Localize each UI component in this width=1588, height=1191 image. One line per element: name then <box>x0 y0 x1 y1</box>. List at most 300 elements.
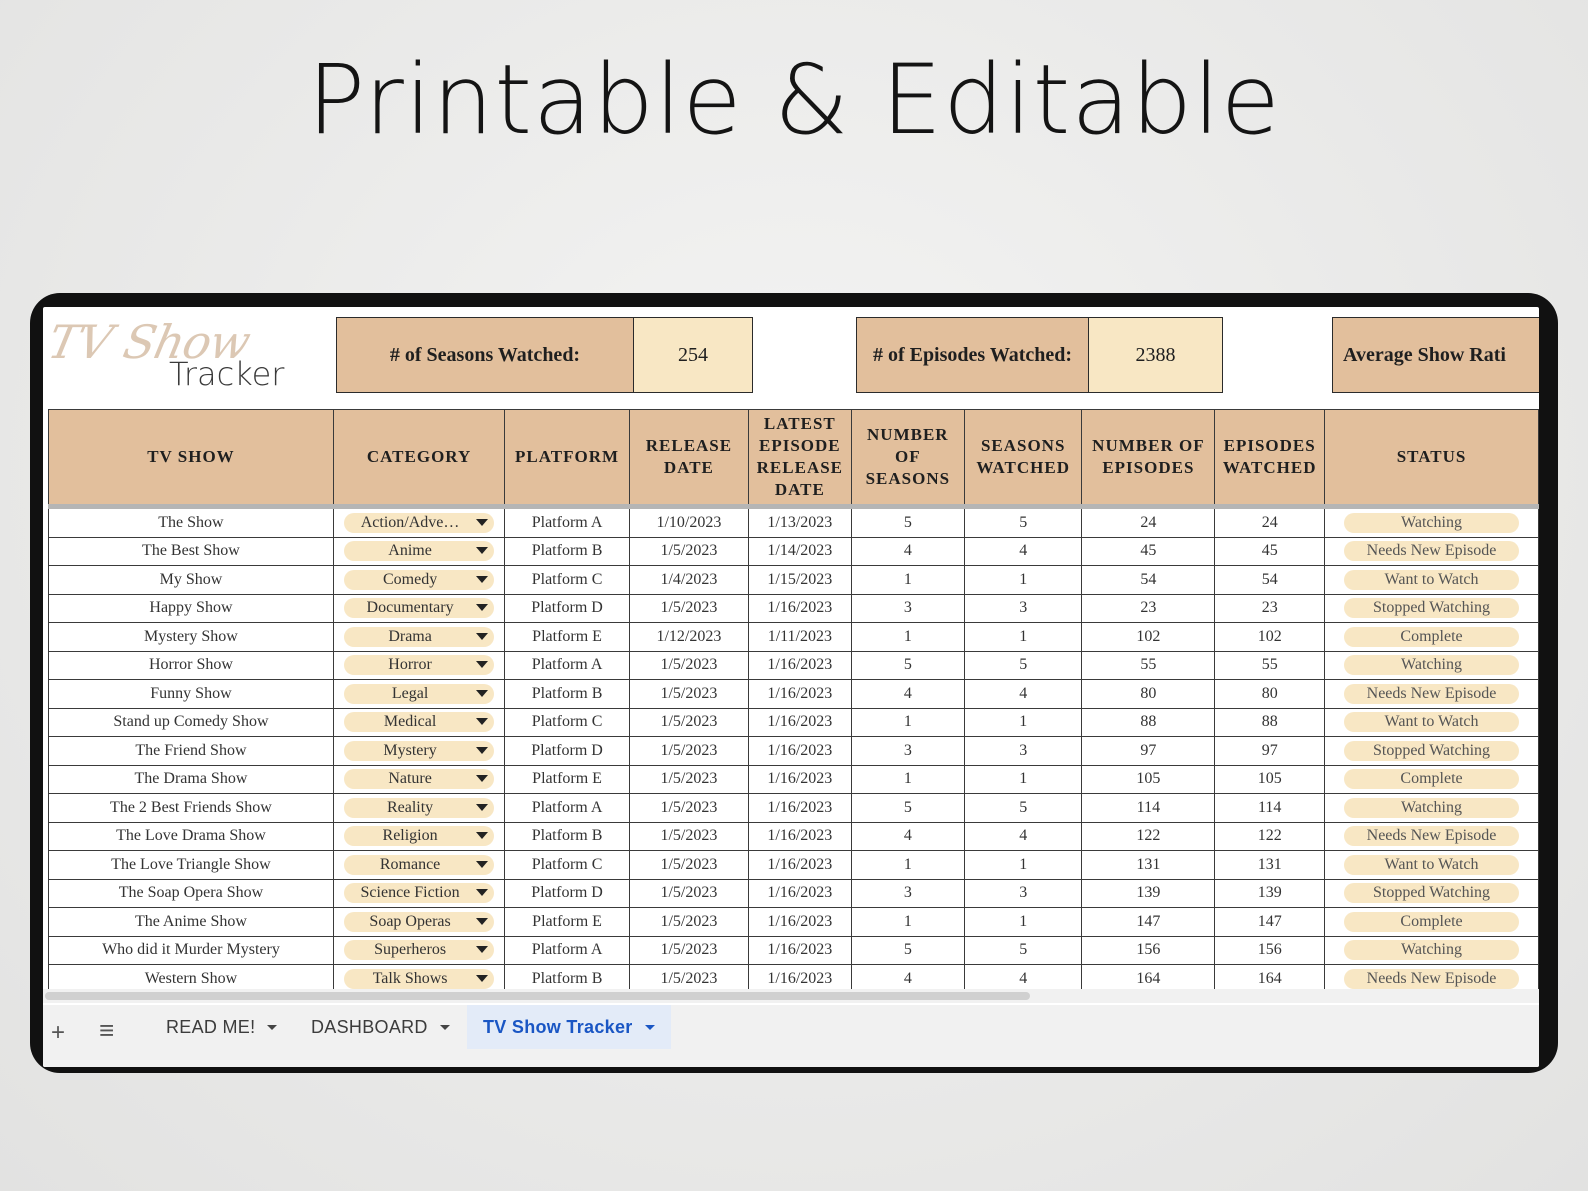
seasons-watched-cell[interactable] <box>964 765 1081 794</box>
col-latest-episode[interactable] <box>749 410 852 507</box>
number-of-episodes-cell[interactable] <box>1082 680 1215 709</box>
cell-value: 156 <box>1136 941 1161 959</box>
latest-episode-cell[interactable] <box>749 822 852 851</box>
release-date-cell[interactable] <box>629 737 748 766</box>
col-tv-show-label: TV SHOW <box>147 447 235 466</box>
tv-show-cell[interactable] <box>49 879 334 908</box>
release-date-cell[interactable] <box>629 794 748 823</box>
platform-cell[interactable] <box>505 908 630 937</box>
category-dropdown[interactable] <box>344 513 494 533</box>
tv-show-cell[interactable] <box>49 623 334 652</box>
latest-episode-cell[interactable] <box>749 594 852 623</box>
cell-value: 3 <box>903 599 912 617</box>
number-of-episodes-cell[interactable] <box>1082 879 1215 908</box>
number-of-episodes-cell[interactable] <box>1082 851 1215 880</box>
category-dropdown[interactable] <box>344 769 494 789</box>
col-episodes-watched-line: WATCHED <box>1222 458 1317 477</box>
status-cell[interactable] <box>1325 708 1539 737</box>
status-cell[interactable] <box>1325 765 1539 794</box>
cell-value: Who did it Murder Mystery <box>102 941 280 959</box>
status-cell[interactable] <box>1325 851 1539 880</box>
tv-show-cell[interactable] <box>49 737 334 766</box>
episodes-watched-cell[interactable] <box>1215 566 1325 595</box>
add-sheet-icon[interactable]: + <box>51 1019 66 1046</box>
category-value: Science Fiction <box>360 884 460 902</box>
number-of-seasons-cell[interactable] <box>851 851 964 880</box>
number-of-seasons-cell[interactable] <box>851 794 964 823</box>
col-status[interactable] <box>1325 410 1539 507</box>
number-of-seasons-cell[interactable] <box>851 623 964 652</box>
category-cell[interactable] <box>333 936 504 965</box>
cell-value: Platform E <box>532 627 602 645</box>
category-dropdown[interactable] <box>344 598 494 618</box>
tv-show-cell[interactable] <box>49 936 334 965</box>
cell-value: 24 <box>1140 513 1157 531</box>
category-value: Talk Shows <box>372 969 448 987</box>
cell-value: Horror Show <box>148 656 233 674</box>
platform-cell[interactable] <box>505 680 630 709</box>
dropdown-arrow-icon[interactable] <box>476 775 488 782</box>
episodes-watched-cell[interactable] <box>1215 822 1325 851</box>
dropdown-arrow-icon[interactable] <box>476 519 488 526</box>
platform-cell[interactable] <box>505 566 630 595</box>
number-of-seasons-cell[interactable] <box>851 708 964 737</box>
scrollbar-thumb[interactable] <box>45 992 1030 1000</box>
cell-value: Platform D <box>531 599 603 617</box>
cell-value: Platform B <box>531 969 603 987</box>
latest-episode-cell[interactable] <box>749 851 852 880</box>
episodes-watched-cell[interactable] <box>1215 651 1325 680</box>
dropdown-arrow-icon[interactable] <box>476 690 488 697</box>
number-of-episodes-cell[interactable] <box>1082 794 1215 823</box>
cell-value: 4 <box>903 969 912 987</box>
cell-value: 5 <box>1019 941 1028 959</box>
status-chip[interactable]: Watching <box>1344 655 1519 675</box>
category-cell[interactable] <box>333 623 504 652</box>
col-status-label: STATUS <box>1396 447 1467 466</box>
dropdown-arrow-icon[interactable] <box>476 975 488 982</box>
release-date-cell[interactable] <box>629 879 748 908</box>
cell-value: 3 <box>1019 884 1028 902</box>
tv-show-cell[interactable] <box>49 594 334 623</box>
col-number-of-episodes[interactable] <box>1082 410 1215 507</box>
seasons-watched-cell[interactable] <box>964 794 1081 823</box>
tv-show-cell[interactable] <box>49 765 334 794</box>
episodes-watched-cell[interactable] <box>1215 737 1325 766</box>
cell-value: 1/5/2023 <box>660 912 718 930</box>
status-cell[interactable] <box>1325 651 1539 680</box>
category-dropdown[interactable] <box>344 940 494 960</box>
status-chip[interactable]: Complete <box>1344 627 1519 647</box>
status-cell[interactable] <box>1325 623 1539 652</box>
col-category[interactable] <box>333 410 504 507</box>
dropdown-arrow-icon[interactable] <box>476 804 488 811</box>
category-dropdown[interactable] <box>344 741 494 761</box>
number-of-episodes-cell[interactable] <box>1082 765 1215 794</box>
category-cell[interactable] <box>333 851 504 880</box>
col-release-date[interactable] <box>629 410 748 507</box>
dropdown-arrow-icon[interactable] <box>476 718 488 725</box>
platform-cell[interactable] <box>505 765 630 794</box>
number-of-episodes-cell[interactable] <box>1082 507 1215 538</box>
cell-value: Mystery Show <box>144 627 238 645</box>
status-chip[interactable]: Needs New Episode <box>1344 541 1519 561</box>
platform-cell[interactable] <box>505 879 630 908</box>
seasons-watched-cell[interactable] <box>964 879 1081 908</box>
status-cell[interactable] <box>1325 737 1539 766</box>
status-chip[interactable]: Complete <box>1344 912 1519 932</box>
release-date-cell[interactable] <box>629 708 748 737</box>
category-dropdown[interactable] <box>344 541 494 561</box>
cell-value: 23 <box>1140 599 1157 617</box>
status-chip[interactable]: Needs New Episode <box>1344 969 1519 989</box>
cell-value: 5 <box>903 798 912 816</box>
cell-value: 4 <box>903 542 912 560</box>
status-chip[interactable]: Needs New Episode <box>1344 684 1519 704</box>
col-platform[interactable] <box>505 410 630 507</box>
status-chip[interactable]: Want to Watch <box>1344 855 1519 875</box>
number-of-episodes-cell[interactable] <box>1082 936 1215 965</box>
release-date-cell[interactable] <box>629 594 748 623</box>
status-cell[interactable] <box>1325 908 1539 937</box>
col-platform-label: PLATFORM <box>515 447 620 466</box>
cell-value: 5 <box>903 656 912 674</box>
cell-value: Platform A <box>531 656 603 674</box>
category-cell[interactable] <box>333 507 504 538</box>
number-of-seasons-cell[interactable] <box>851 566 964 595</box>
chevron-down-icon <box>440 1025 450 1030</box>
cell-value: 1/14/2023 <box>767 542 833 560</box>
tv-show-cell[interactable] <box>49 537 334 566</box>
category-cell[interactable] <box>333 708 504 737</box>
number-of-episodes-cell[interactable] <box>1082 737 1215 766</box>
category-cell[interactable] <box>333 794 504 823</box>
category-value: Reality <box>386 798 434 816</box>
platform-cell[interactable] <box>505 737 630 766</box>
dropdown-arrow-icon[interactable] <box>476 946 488 953</box>
status-cell[interactable] <box>1325 594 1539 623</box>
headline: Printable & Editable <box>307 44 1281 156</box>
episodes-watched-cell[interactable] <box>1215 623 1325 652</box>
category-dropdown[interactable] <box>344 969 494 989</box>
category-cell[interactable] <box>333 594 504 623</box>
status-cell[interactable] <box>1325 879 1539 908</box>
platform-cell[interactable] <box>505 708 630 737</box>
number-of-seasons-cell[interactable] <box>851 936 964 965</box>
col-number-of-seasons[interactable] <box>851 410 964 507</box>
release-date-cell[interactable] <box>629 822 748 851</box>
status-chip[interactable]: Want to Watch <box>1344 712 1519 732</box>
latest-episode-cell[interactable] <box>749 507 852 538</box>
release-date-cell[interactable] <box>629 936 748 965</box>
episodes-watched-cell[interactable] <box>1215 708 1325 737</box>
tv-show-cell[interactable] <box>49 708 334 737</box>
cell-value: 1/16/2023 <box>767 684 833 702</box>
latest-episode-cell[interactable] <box>749 794 852 823</box>
status-cell[interactable] <box>1325 566 1539 595</box>
col-latest-episode-line: RELEASE <box>756 458 844 477</box>
latest-episode-cell[interactable] <box>749 680 852 709</box>
tv-show-cell[interactable] <box>49 794 334 823</box>
platform-cell[interactable] <box>505 537 630 566</box>
dropdown-arrow-icon[interactable] <box>476 889 488 896</box>
platform-cell[interactable] <box>505 594 630 623</box>
latest-episode-cell[interactable] <box>749 537 852 566</box>
episodes-watched-value[interactable]: 2388 <box>1088 317 1223 393</box>
episodes-watched-cell[interactable] <box>1215 594 1325 623</box>
tab-tv-show-tracker[interactable] <box>467 1005 671 1049</box>
number-of-seasons-cell[interactable] <box>851 507 964 538</box>
cell-value: The Love Drama Show <box>116 827 266 845</box>
episodes-watched-cell[interactable] <box>1215 936 1325 965</box>
cell-value: 4 <box>903 684 912 702</box>
seasons-watched-cell[interactable] <box>964 537 1081 566</box>
seasons-watched-cell[interactable] <box>964 822 1081 851</box>
release-date-cell[interactable] <box>629 623 748 652</box>
number-of-episodes-cell[interactable] <box>1082 822 1215 851</box>
episodes-watched-cell[interactable] <box>1215 537 1325 566</box>
seasons-watched-cell[interactable] <box>964 566 1081 595</box>
number-of-seasons-cell[interactable] <box>851 765 964 794</box>
category-dropdown[interactable] <box>344 655 494 675</box>
category-cell[interactable] <box>333 651 504 680</box>
cell-value: 88 <box>1261 713 1278 731</box>
category-dropdown[interactable] <box>344 912 494 932</box>
release-date-cell[interactable] <box>629 566 748 595</box>
tv-show-cell[interactable] <box>49 680 334 709</box>
number-of-seasons-cell[interactable] <box>851 879 964 908</box>
episodes-watched-cell[interactable] <box>1215 680 1325 709</box>
category-value: Horror <box>388 656 432 674</box>
dropdown-arrow-icon[interactable] <box>476 747 488 754</box>
status-chip[interactable]: Watching <box>1344 940 1519 960</box>
cell-value: 1/5/2023 <box>660 827 718 845</box>
category-cell[interactable] <box>333 879 504 908</box>
number-of-seasons-cell[interactable] <box>851 594 964 623</box>
cell-value: Happy Show <box>149 599 233 617</box>
cell-value: 122 <box>1257 827 1282 845</box>
cell-value: 80 <box>1261 684 1278 702</box>
status-chip[interactable]: Watching <box>1344 513 1519 533</box>
col-category-label: CATEGORY <box>366 447 472 466</box>
dropdown-arrow-icon[interactable] <box>476 661 488 668</box>
dropdown-arrow-icon[interactable] <box>476 633 488 640</box>
number-of-episodes-cell[interactable] <box>1082 623 1215 652</box>
cell-value: Platform D <box>531 741 603 759</box>
all-sheets-menu-icon[interactable]: ≡ <box>99 1015 115 1045</box>
dropdown-arrow-icon[interactable] <box>476 832 488 839</box>
col-release-date-line: DATE <box>663 458 714 477</box>
cell-value: Platform C <box>531 855 603 873</box>
platform-cell[interactable] <box>505 851 630 880</box>
status-chip[interactable]: Complete <box>1344 769 1519 789</box>
table-row <box>49 822 1539 851</box>
platform-cell[interactable] <box>505 822 630 851</box>
category-dropdown[interactable] <box>344 855 494 875</box>
col-seasons-watched-line: WATCHED <box>976 458 1070 477</box>
horizontal-scrollbar[interactable] <box>43 989 1539 1003</box>
platform-cell[interactable] <box>505 936 630 965</box>
release-date-cell[interactable] <box>629 680 748 709</box>
cell-value: 1/5/2023 <box>660 599 718 617</box>
tv-show-cell[interactable] <box>49 566 334 595</box>
cell-value: 1/5/2023 <box>660 713 718 731</box>
category-cell[interactable] <box>333 908 504 937</box>
episodes-watched-cell[interactable] <box>1215 507 1325 538</box>
tv-show-cell[interactable] <box>49 851 334 880</box>
cell-value: 1/5/2023 <box>660 798 718 816</box>
status-chip[interactable]: Stopped Watching <box>1344 883 1519 903</box>
category-cell[interactable] <box>333 680 504 709</box>
cell-value: 1/5/2023 <box>660 741 718 759</box>
latest-episode-cell[interactable] <box>749 737 852 766</box>
platform-cell[interactable] <box>505 651 630 680</box>
dropdown-arrow-icon[interactable] <box>476 861 488 868</box>
seasons-watched-cell[interactable] <box>964 651 1081 680</box>
number-of-episodes-cell[interactable] <box>1082 566 1215 595</box>
cell-value: 102 <box>1136 627 1161 645</box>
cell-value: 1/15/2023 <box>767 570 833 588</box>
status-chip[interactable]: Want to Watch <box>1344 570 1519 590</box>
seasons-watched-cell[interactable] <box>964 936 1081 965</box>
platform-cell[interactable] <box>505 623 630 652</box>
dropdown-arrow-icon[interactable] <box>476 604 488 611</box>
release-date-cell[interactable] <box>629 851 748 880</box>
category-value: Comedy <box>382 570 438 588</box>
number-of-episodes-cell[interactable] <box>1082 651 1215 680</box>
latest-episode-cell[interactable] <box>749 879 852 908</box>
seasons-watched-cell[interactable] <box>964 737 1081 766</box>
cell-value: Platform C <box>531 713 603 731</box>
category-value: Drama <box>388 627 432 645</box>
episodes-watched-cell[interactable] <box>1215 794 1325 823</box>
status-cell[interactable] <box>1325 794 1539 823</box>
cell-value: 1/16/2023 <box>767 741 833 759</box>
category-dropdown[interactable] <box>344 570 494 590</box>
seasons-watched-cell[interactable] <box>964 851 1081 880</box>
col-seasons-watched[interactable] <box>964 410 1081 507</box>
release-date-cell[interactable] <box>629 765 748 794</box>
number-of-seasons-cell[interactable] <box>851 737 964 766</box>
number-of-seasons-cell[interactable] <box>851 537 964 566</box>
seasons-watched-cell[interactable] <box>964 507 1081 538</box>
col-tv-show[interactable] <box>49 410 334 507</box>
number-of-episodes-cell[interactable] <box>1082 594 1215 623</box>
cell-value: 102 <box>1257 627 1282 645</box>
episodes-watched-cell[interactable] <box>1215 908 1325 937</box>
table-row <box>49 594 1539 623</box>
release-date-cell[interactable] <box>629 507 748 538</box>
status-chip[interactable]: Stopped Watching <box>1344 598 1519 618</box>
tab-read-me[interactable] <box>166 1005 277 1049</box>
number-of-episodes-cell[interactable] <box>1082 908 1215 937</box>
latest-episode-cell[interactable] <box>749 936 852 965</box>
seasons-watched-cell[interactable] <box>964 623 1081 652</box>
col-number-of-seasons-line: NUMBER <box>867 425 949 444</box>
category-dropdown[interactable] <box>344 883 494 903</box>
category-dropdown[interactable] <box>344 798 494 818</box>
cell-value: 1 <box>903 912 912 930</box>
release-date-cell[interactable] <box>629 537 748 566</box>
category-cell[interactable] <box>333 737 504 766</box>
seasons-watched-cell[interactable] <box>964 908 1081 937</box>
cell-value: 1/5/2023 <box>660 656 718 674</box>
episodes-watched-cell[interactable] <box>1215 851 1325 880</box>
cell-value: 1/11/2023 <box>767 627 832 645</box>
episodes-watched-cell[interactable] <box>1215 765 1325 794</box>
status-cell[interactable] <box>1325 936 1539 965</box>
release-date-cell[interactable] <box>629 651 748 680</box>
release-date-cell[interactable] <box>629 908 748 937</box>
dropdown-arrow-icon[interactable] <box>476 918 488 925</box>
category-cell[interactable] <box>333 765 504 794</box>
status-cell[interactable] <box>1325 822 1539 851</box>
category-value: Medical <box>383 713 437 731</box>
dropdown-arrow-icon[interactable] <box>476 547 488 554</box>
number-of-episodes-cell[interactable] <box>1082 708 1215 737</box>
category-dropdown[interactable] <box>344 826 494 846</box>
tab-dashboard[interactable] <box>311 1005 450 1049</box>
category-cell[interactable] <box>333 537 504 566</box>
cell-value: 1/16/2023 <box>767 798 833 816</box>
table-row <box>49 507 1539 538</box>
number-of-seasons-cell[interactable] <box>851 822 964 851</box>
status-cell[interactable] <box>1325 507 1539 538</box>
latest-episode-cell[interactable] <box>749 765 852 794</box>
status-chip[interactable]: Stopped Watching <box>1344 741 1519 761</box>
cell-value: 4 <box>1019 542 1028 560</box>
cell-value: 164 <box>1136 969 1161 987</box>
status-cell[interactable] <box>1325 537 1539 566</box>
seasons-watched-cell[interactable] <box>964 594 1081 623</box>
seasons-watched-cell[interactable] <box>964 708 1081 737</box>
tv-show-cell[interactable] <box>49 507 334 538</box>
cell-value: Western Show <box>144 969 238 987</box>
tv-show-cell[interactable] <box>49 908 334 937</box>
platform-cell[interactable] <box>505 507 630 538</box>
category-dropdown[interactable] <box>344 627 494 647</box>
cell-value: 1/16/2023 <box>767 941 833 959</box>
status-chip[interactable]: Watching <box>1344 798 1519 818</box>
number-of-episodes-cell[interactable] <box>1082 537 1215 566</box>
episodes-watched-cell[interactable] <box>1215 879 1325 908</box>
status-cell[interactable] <box>1325 680 1539 709</box>
dropdown-arrow-icon[interactable] <box>476 576 488 583</box>
category-cell[interactable] <box>333 566 504 595</box>
table-row <box>49 680 1539 709</box>
number-of-seasons-cell[interactable] <box>851 651 964 680</box>
latest-episode-cell[interactable] <box>749 566 852 595</box>
col-release-date-line: RELEASE <box>645 436 733 455</box>
latest-episode-cell[interactable] <box>749 908 852 937</box>
latest-episode-cell[interactable] <box>749 708 852 737</box>
latest-episode-cell[interactable] <box>749 623 852 652</box>
category-cell[interactable] <box>333 822 504 851</box>
latest-episode-cell[interactable] <box>749 651 852 680</box>
col-episodes-watched[interactable] <box>1215 410 1325 507</box>
category-dropdown[interactable] <box>344 712 494 732</box>
seasons-watched-cell[interactable] <box>964 680 1081 709</box>
number-of-seasons-cell[interactable] <box>851 680 964 709</box>
category-dropdown[interactable] <box>344 684 494 704</box>
tv-show-cell[interactable] <box>49 822 334 851</box>
number-of-seasons-cell[interactable] <box>851 908 964 937</box>
seasons-watched-value[interactable]: 254 <box>633 317 753 393</box>
cell-value: 105 <box>1136 770 1161 788</box>
tv-show-cell[interactable] <box>49 651 334 680</box>
status-chip[interactable]: Needs New Episode <box>1344 826 1519 846</box>
platform-cell[interactable] <box>505 794 630 823</box>
